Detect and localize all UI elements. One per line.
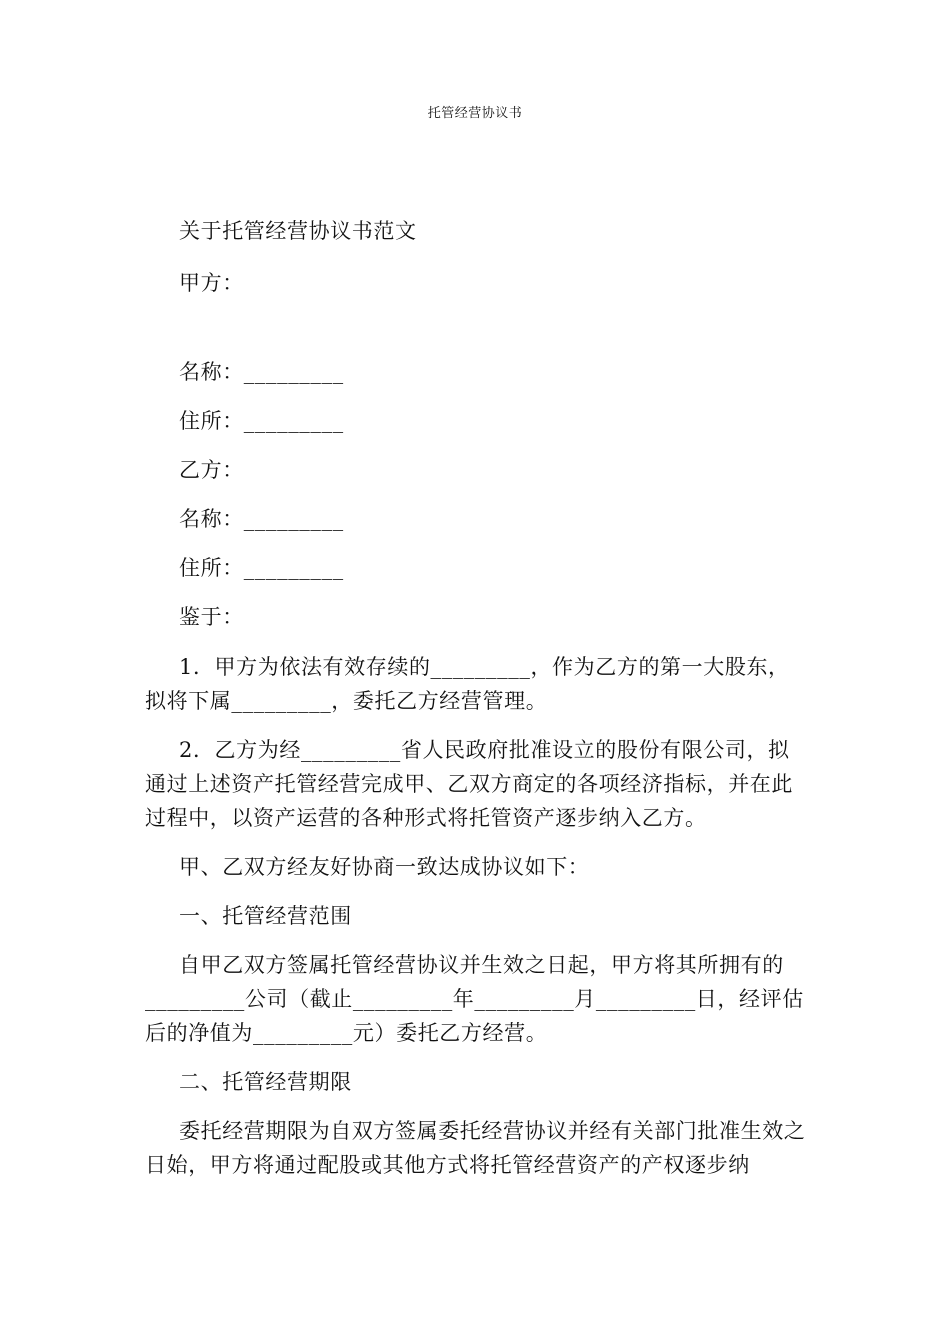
party-b-address-field: 住所：_________ <box>179 556 344 580</box>
recital-paragraph-1: 1．甲方为依法有效存续的_________，作为乙方的第一大股东，拟将下属_________，委托乙方经营管理。 <box>145 655 790 713</box>
page-header-title: 托管经营协议书 <box>427 106 523 121</box>
recital-paragraph-2: 2．乙方为经_________省人民政府批准设立的股份有限公司，拟通过上述资产托管经营完成甲、乙双方商定的各项经济指标，并在此过程中，以资产运营的各种形式将托管资产逐步纳入乙方。 <box>145 738 793 830</box>
party-a-label: 甲方： <box>179 271 244 295</box>
section-2-title: 二、托管经营期限 <box>179 1070 352 1094</box>
party-a-address-field: 住所：_________ <box>179 409 344 433</box>
document-title: 关于托管经营协议书范文 <box>179 219 417 243</box>
section-2-body: 委托经营期限为自双方签属委托经营协议并经有关部门批准生效之日始，甲方将通过配股或其他方式将托管经营资产的产权逐步纳 <box>145 1119 806 1177</box>
section-1-body: 自甲乙双方签属托管经营协议并生效之日起，甲方将其所拥有的_________公司（截止_________年_________月_________日，经评估后的净值为_________元）委托乙方经营。 <box>145 953 804 1045</box>
party-b-label: 乙方： <box>179 458 244 482</box>
whereas-label: 鉴于： <box>179 605 244 629</box>
party-b-name-field: 名称：_________ <box>179 507 344 531</box>
agreement-intro: 甲、乙双方经友好协商一致达成协议如下： <box>179 855 590 879</box>
party-a-name-field: 名称：_________ <box>179 360 344 384</box>
section-1-title: 一、托管经营范围 <box>179 904 352 928</box>
